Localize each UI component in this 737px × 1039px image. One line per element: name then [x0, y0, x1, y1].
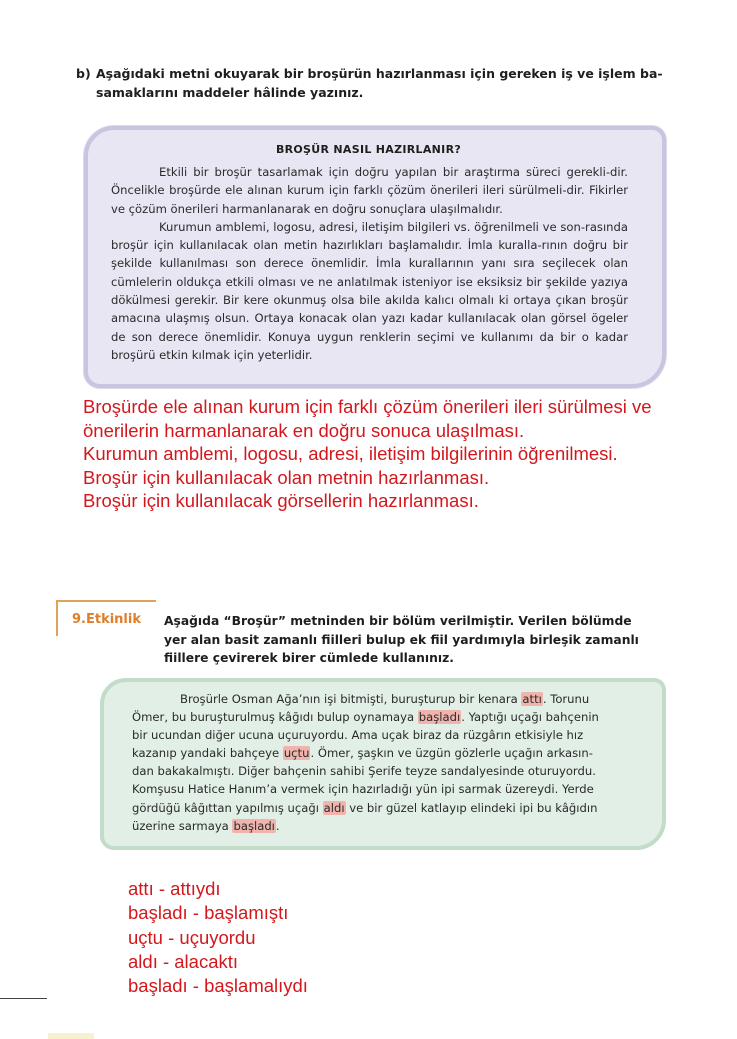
activity-label: 9.Etkinlik: [72, 612, 141, 627]
activity-line: yer alan basit zamanlı fiilleri bulup ek fiil yardımıyla birleşik zamanlı: [164, 632, 639, 647]
story-line: üzerine sarmaya başladı.: [132, 818, 280, 833]
activity-line: fiillere çevirerek birer cümlede kullanınız.: [164, 651, 454, 665]
question-text: [78, 64, 678, 102]
activity-rule-horizontal: [56, 600, 156, 602]
verb-answer: başladı - başlamalıydı: [128, 975, 308, 997]
story-line: Broşürle Osman Ağa’nın işi bitmişti, buruşturup bir kenara attı. Torunu: [180, 692, 590, 706]
answer-line: önerilerin harmanlanarak en doğru sonuca ulaşılması.: [83, 419, 525, 441]
question-b: [78, 64, 678, 102]
activity-line: Aşağıda “Broşür” metninden bir bölüm verilmiştir. Verilen bölümde: [164, 614, 632, 628]
page-footer-rule: [0, 998, 47, 999]
story-line: bir ucundan diğer ucuna uçuruyordu. Ama uçak biraz da rüzgârın etkisiyle hız: [132, 728, 584, 743]
story-line: gördüğü kâğıttan yapılmış uçağı aldı ve bir güzel katlayıp elindeki ipi bu kâğıdın: [132, 800, 598, 815]
page-corner-accent: [48, 1033, 94, 1039]
story-text: [132, 690, 639, 835]
highlighted-verb: aldı: [323, 800, 345, 815]
highlighted-verb: başladı: [233, 818, 275, 833]
answer-verbs-list: [128, 877, 308, 998]
question-line: samaklarını maddeler hâlinde yazınız.: [96, 85, 364, 100]
activity-rule-vertical: [56, 600, 58, 636]
story-line: kazanıp yandaki bahçeye uçtu. Ömer, şaşkın ve üzgün gözlerle uçağın arkasın-: [132, 746, 593, 761]
verb-answer: aldı - alacaktı: [128, 950, 239, 972]
answer-line: Kurumun amblemi, logosu, adresi, iletişim bilgilerinin öğrenilmesi.: [83, 443, 618, 465]
verb-answer: başladı - başlamıştı: [128, 902, 289, 924]
verb-answer: uçtu - uçuyordu: [128, 926, 256, 948]
answer-b-list: [83, 395, 703, 513]
brochure-box-text: [111, 163, 628, 364]
highlighted-verb: attı: [522, 692, 542, 706]
brochure-paragraph: Etkili bir broşür tasarlamak için doğru yapılan bir araştırma süreci gerekli-dir. Öncelikle broşürde ele alınan kurum için farklı çözüm önerileri ileri sürülmeli-dir. Fikirler ve çözüm önerileri harmanlanarak en doğru sonuçlara ulaşılmalıdır.: [111, 165, 628, 216]
highlighted-verb: başladı: [418, 710, 461, 725]
answer-line: Broşürde ele alınan kurum için farklı çözüm önerileri ileri sürülmesi ve: [83, 396, 652, 417]
brochure-box-title: BROŞÜR NASIL HAZIRLANIR?: [275, 143, 462, 156]
answer-line: Broşür için kullanılacak görsellerin hazırlanması.: [83, 490, 479, 512]
highlighted-verb: uçtu: [283, 746, 310, 761]
brochure-paragraph: Kurumun amblemi, logosu, adresi, iletişim bilgileri vs. öğrenilmeli ve son-rasında broşür için kullanılacak olan metin hazırlıkları başlamalıdır. İmla kuralla-rının doğru bir şekilde kullanılması son derece önemlidir. İmla kurallarının yanı sıra seçilecek olan cümlelerin oldukça etkili olması ve ne anlatılmak isteniyor ise eksiksiz bir şekilde yazıya dökülmesi gerekir. Bir kere okunmuş olsa bile akılda kalıcı olmalı ki ortaya çıkan broşür amacına ulaşmış olsun. Ortaya konacak olan yazı kadar kullanılacak olan görsel ögeler de son derece önemlidir. Konuya uygun renklerin seçimi ve kullanımı da bir o kadar broşürü etkin kılmak için yeterlidir.: [111, 219, 628, 362]
activity-instructions: [164, 612, 654, 668]
story-line: Komşusu Hatice Hanım’a vermek için hazırladığı yün ipi sarmak üzereydi. Yerde: [132, 782, 594, 797]
verb-answer: attı - attıydı: [128, 878, 221, 899]
story-line: Ömer, bu buruşturulmuş kâğıdı bulup oynamaya başladı. Yaptığı uçağı bahçenin: [132, 710, 599, 725]
question-line: Aşağıdaki metni okuyarak bir broşürün hazırlanması için gereken iş ve işlem ba-: [96, 66, 663, 81]
question-label: b): [76, 66, 91, 81]
answer-line: Broşür için kullanılacak olan metnin hazırlanması.: [83, 466, 490, 488]
story-line: dan bakakalmıştı. Diğer bahçenin sahibi Şerife teyze sandalyesinde oturuyordu.: [132, 764, 596, 779]
